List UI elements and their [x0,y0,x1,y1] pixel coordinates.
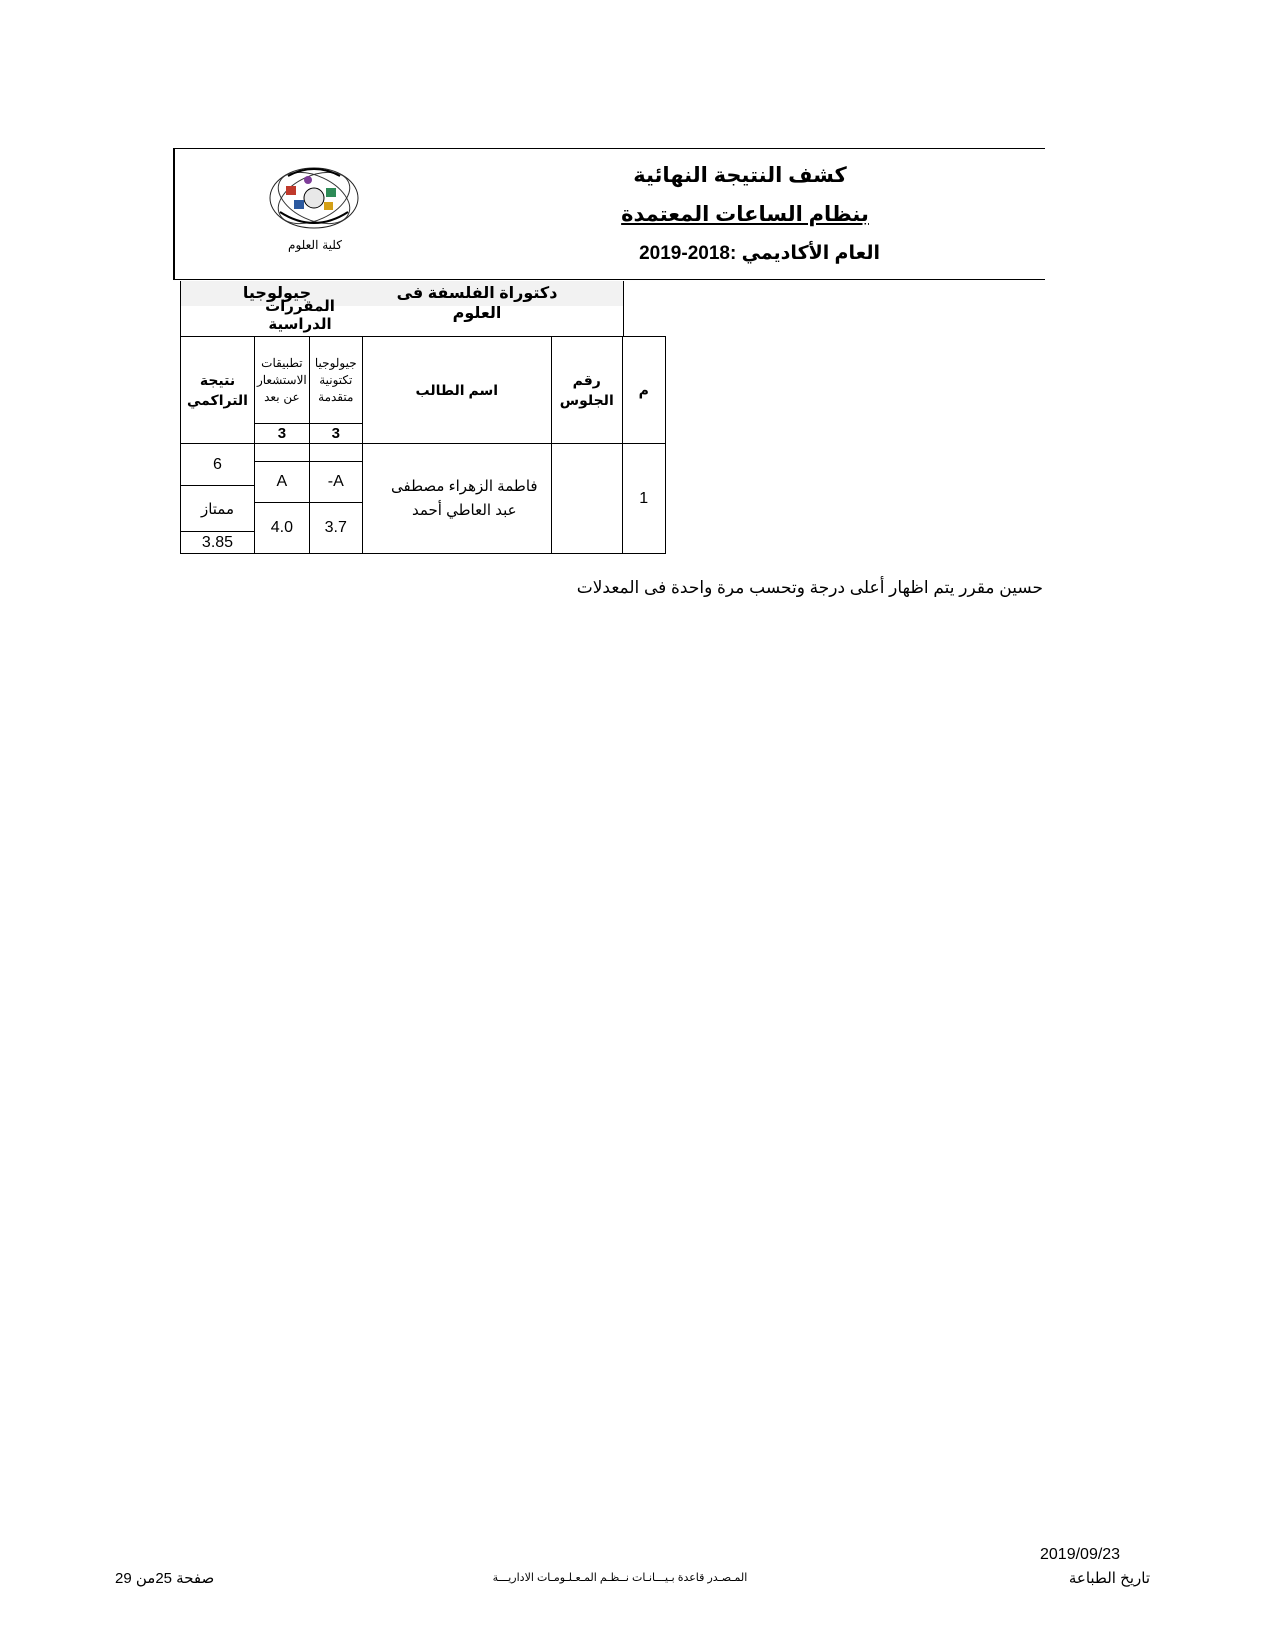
seat-number [551,444,622,554]
gpa: 3.85 [181,532,255,554]
grading-note: حسين مقرر يتم اظهار أعلى درجة وتحسب مرة واحدة فى المعدلات [576,578,1043,597]
faculty-label: كلية العلوم [288,238,342,252]
data-source: المـصـدر قاعدة بـيـــانـات نــظـم المـعـلـومـات الاداريـــة [492,1572,748,1584]
report-subtitle: بنظام الساعات المعتمدة [621,203,869,226]
course2-grade: A [254,462,309,503]
col-header-serial: م [622,337,665,444]
course2-hours: 3 [254,424,309,444]
col-header-result: نتيجة التراكمي [181,337,255,444]
course1-points: 3.7 [309,503,362,554]
rating: ممتاز [181,486,255,532]
course1-spacer [309,444,362,462]
col-header-name: اسم الطالب [362,337,551,444]
print-date: 2019/09/23 [1040,1546,1121,1563]
course2-spacer [254,444,309,462]
department-name: جيولوجيا [242,285,312,302]
degree-name: دكتوراة الفلسفة فى العلوم [396,285,558,322]
total-hours: 6 [181,444,255,486]
courses-label: المقررات الدراسية [265,298,335,333]
page-number: صفحة 25من 29 [115,1570,215,1587]
faculty-of-science-logo [262,160,366,236]
academic-year: العام الأكاديمي :2018-2019 [639,243,880,264]
col-header-seat: رقم الجلوس [551,337,622,444]
course1-hours: 3 [309,424,362,444]
serial-number: 1 [622,444,665,554]
course1-grade: -A [309,462,362,503]
col-header-course1: جيولوجيا تكتونية متقدمة [309,337,362,424]
student-name: فاطمة الزهراء مصطفى عبد العاطي أحمد [362,444,551,554]
results-table [180,336,666,554]
col-header-course2: تطبيقات الاستشعار عن بعد [254,337,309,424]
report-title: كشف النتيجة النهائية [633,164,847,187]
course2-points: 4.0 [254,503,309,554]
print-date-label: تاريخ الطباعة [1068,1570,1150,1587]
